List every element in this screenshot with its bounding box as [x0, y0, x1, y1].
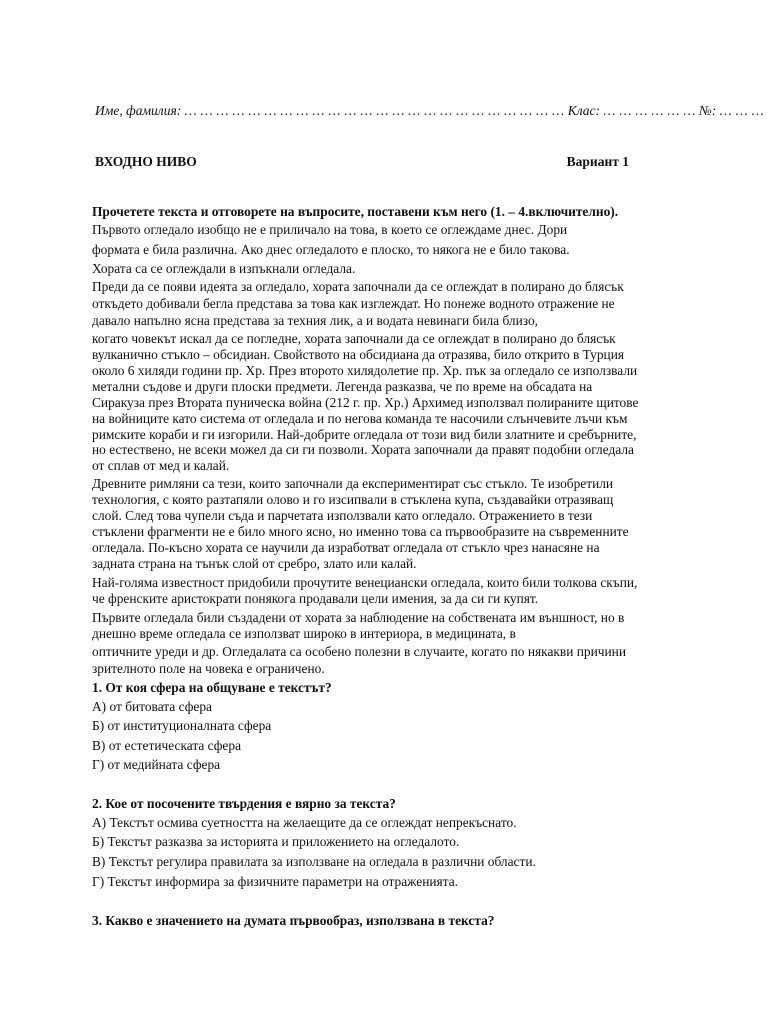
text-line: огледала. По-късно хората се научили да изработват огледала от стъкло чрез нанасяне на	[92, 540, 600, 555]
answer-option: А) от битовата сфера	[92, 699, 212, 714]
answer-option: А) Текстът осмива суетността на желаещите да се оглеждат непрекъснато.	[92, 815, 517, 830]
number-blank: … … …	[719, 103, 764, 118]
text-line: Първите огледала били създадени от хората за наблюдение на собствената им външност, но в	[92, 610, 625, 625]
text-line: днешно време огледала се използват широко в интериора, в медицината, в	[92, 626, 516, 641]
text-line: вулканично стъкло – обсидиан. Свойството на обсидиана да отразява, било открито в Турция	[92, 347, 625, 362]
text-line: Хората са се оглеждали в изпъкнали огледала.	[92, 261, 356, 276]
instruction: Прочетете текста и отговорете на въпросите, поставени към него (1. – 4.включително).	[92, 204, 619, 219]
text-line: стъклени фрагменти не е било много ясно, но именно това са първообразите на съвременните	[92, 524, 629, 539]
question-3: 3. Какво е значението на думата първообраз, използвана в текста?	[92, 913, 495, 928]
answer-option: В) от естетическата сфера	[92, 738, 242, 753]
question-2: 2. Кое от посочените твърдения е вярно за текста?	[92, 796, 396, 811]
text-line: около 6 хиляди години пр. Хр. През второто хилядолетие пр. Хр. пък за огледало се използвали	[92, 363, 638, 378]
student-info-line	[95, 103, 764, 119]
text-line: Първото огледало изобщо не е приличало на това, в което се оглеждаме днес. Дори	[92, 222, 568, 237]
test-heading	[95, 154, 635, 170]
answer-option: Б) Текстът разказва за историята и приложението на огледалото.	[92, 834, 460, 849]
text-line: римските кораби и ги изгорили. Най-добрите огледала от този вид били златните и сребърните,	[92, 427, 637, 442]
text-line: когато човекът искал да се погледне, хората започнали да се оглеждат в полирано до блясък	[92, 331, 616, 346]
text-line: от сплав от мед и калай.	[92, 458, 230, 473]
text-line: зрителното поле на човека е ограничено.	[92, 661, 325, 676]
text-line: Сиракуза през Втората пуническа война (212 г. пр. Хр.) Архимед използвал полираните щитове	[92, 395, 639, 410]
answer-option: Б) от институционалната сфера	[92, 718, 272, 733]
name-blank: … … … … … … … … … … … … … … … … … … … … … … … …	[184, 103, 565, 118]
answer-option: Г) Текстът информира за физичните параметри на отраженията.	[92, 874, 458, 889]
text-line: но естествено, не всеки можел да си ги позволи. Хората започнали да правят подобни огледала	[92, 442, 634, 457]
test-variant: Вариант 1	[566, 154, 629, 169]
text-line: задната страна на тънък слой от сребро, злато или калай.	[92, 556, 417, 571]
name-label: Име, фамилия:	[95, 103, 182, 118]
text-line: Преди да се появи идеята за огледало, хората започнали да се оглеждат в полирано до блясък	[92, 279, 624, 294]
class-blank: … … … … … …	[603, 103, 696, 118]
text-line: откъдето добивали бегла представа за това как изглеждат. Но понеже водното отражение не	[92, 296, 615, 311]
text-line: оптичните уреди и др. Огледалата са особено полезни в случаите, когато по някакви причини	[92, 644, 627, 659]
question-1: 1. От коя сфера на общуване е текстът?	[92, 680, 332, 695]
answer-option: В) Текстът регулира правилата за използване на огледала в различни области.	[92, 854, 536, 869]
class-label: Клас:	[567, 103, 601, 118]
text-line: Древните римляни са тези, които започнали да експериментират със стъкло. Те изобретили	[92, 476, 614, 491]
text-line: Най-голяма известност придобили прочутите венециански огледала, които били толкова скъпи,	[92, 575, 638, 590]
text-line: давало напълно ясна представа за техния лик, а и водата невинаги била близо,	[92, 313, 539, 328]
text-line: на войниците като система от огледала и по негова команда те насочили слънчевите лъчи към	[92, 411, 628, 426]
text-line: метални съдове и други плоски предмети. Легенда разказва, че по време на обсадата на	[92, 379, 593, 394]
text-line: че френските аристократи понякога продавали цели имения, за да си ги купят.	[92, 591, 539, 606]
number-label: №:	[699, 103, 717, 118]
text-line: формата е била различна. Ако днес огледалото е плоско, то някога не е било такова.	[92, 242, 570, 257]
text-line: технология, с която разтапяли олово и го изсипвали в стъклена купа, създавайки отразяващ	[92, 492, 614, 507]
text-line: слой. След това чупели съда и парчетата използвали като огледало. Отражението в тези	[92, 508, 593, 523]
answer-option: Г) от медийната сфера	[92, 757, 221, 772]
test-title: ВХОДНО НИВО	[95, 154, 197, 169]
